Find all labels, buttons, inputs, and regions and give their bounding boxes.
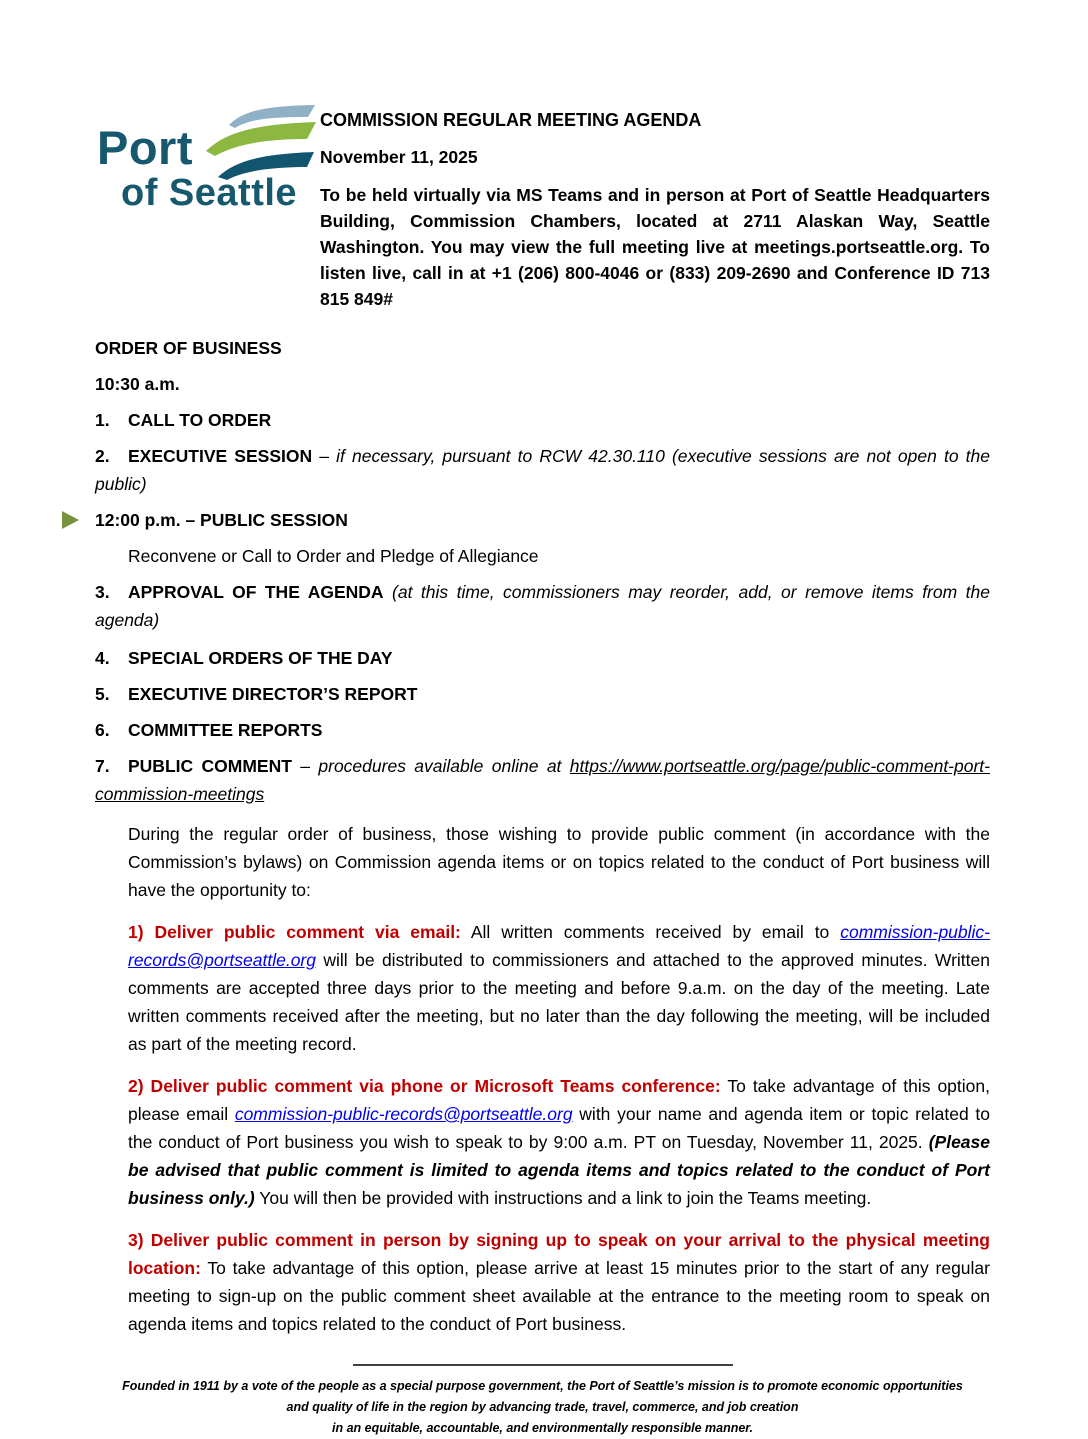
header-text-block xyxy=(320,100,990,312)
item-number: 4. xyxy=(95,648,110,668)
agenda-item-6 xyxy=(95,716,990,744)
agenda-item-4 xyxy=(95,644,990,672)
option-3-text: To take advantage of this option, please arrive at least 15 minutes prior to the start of any regular meeting to sign-up on the public comment sheet available at the entrance to the meeting room to speak on agenda items and topics related to the conduct of Port business. xyxy=(128,1258,990,1334)
option-2-text-end: You will then be provided with instructions and a link to join the Teams meeting. xyxy=(254,1188,872,1208)
agenda-item-2 xyxy=(95,442,990,498)
commission-records-email-link[interactable]: commission-public-records@portseattle.org xyxy=(234,1104,573,1124)
public-comment-option-1 xyxy=(95,918,990,1058)
item-separator: – xyxy=(291,756,319,776)
item-number: 1. xyxy=(95,410,110,430)
item-label: CALL TO ORDER xyxy=(128,410,272,430)
mission-footer xyxy=(95,1364,990,1439)
option-2-advisory: (Please be advised that public comment is limited to agenda items and topics related to the conduct of Port business only.) xyxy=(128,1132,990,1208)
item-note: if necessary, pursuant to RCW 42.30.110 (executive sessions are not open to the public) xyxy=(95,446,991,494)
public-comment-option-3 xyxy=(95,1226,990,1338)
agenda-item-1 xyxy=(95,406,990,434)
option-1-text: All written comments received by email to xyxy=(460,922,841,942)
item-number: 2. xyxy=(95,446,110,466)
start-time: 10:30 a.m. xyxy=(95,374,180,394)
item-number: 3. xyxy=(95,582,110,602)
item-note: procedures available online at xyxy=(318,756,570,776)
item-label: SPECIAL ORDERS OF THE DAY xyxy=(128,648,393,668)
option-2-text: To take advantage of this option, please email xyxy=(128,1076,990,1124)
public-comment-procedures-link[interactable]: https://www.portseattle.org/page/public-comment-port-commission-meetings xyxy=(95,756,990,804)
logo-word-port: Port xyxy=(97,121,193,174)
public-comment-intro: During the regular order of business, those wishing to provide public comment (in accordance with the Commission’s bylaws) on Commission agenda items or on topics related to the conduct of Port business will have the opportunity to: xyxy=(128,824,990,900)
item-label: COMMITTEE REPORTS xyxy=(128,720,323,740)
item-label: EXECUTIVE SESSION xyxy=(128,446,313,466)
public-session-label: 12:00 p.m. – PUBLIC SESSION xyxy=(95,510,348,530)
session-pointer-icon xyxy=(62,511,79,529)
item-number: 6. xyxy=(95,720,110,740)
commission-records-email-link[interactable]: commission-public-records@portseattle.org xyxy=(128,922,990,970)
item-label: PUBLIC COMMENT xyxy=(128,756,292,776)
reconvene-note: Reconvene or Call to Order and Pledge of Allegiance xyxy=(128,546,539,566)
public-session-row xyxy=(95,506,990,534)
mission-statement-line-2: and quality of life in the region by advancing trade, travel, commerce, and job creation xyxy=(286,1400,799,1414)
document-title: COMMISSION REGULAR MEETING AGENDA xyxy=(320,110,702,130)
item-number: 5. xyxy=(95,684,110,704)
public-comment-option-2 xyxy=(95,1072,990,1212)
agenda-item-3 xyxy=(95,578,990,634)
option-2-heading: 2) Deliver public comment via phone or Microsoft Teams conference: xyxy=(128,1076,721,1096)
mission-statement-line-3: in an equitable, accountable, and environmentally responsible manner. xyxy=(332,1421,753,1435)
option-2-text-continued: with your name and agenda item or topic related to the conduct of Port business you wish to speak to by 9:00 a.m. PT on Tuesday, November 11, 2025. xyxy=(128,1104,990,1152)
meeting-location-intro: To be held virtually via MS Teams and in person at Port of Seattle Headquarters Building, Commission Chambers, located at 2711 Alaskan Way, Seattle Washington. You may view the full meeting live at meetings.portseattle.org. To listen live, call in at +1 (206) 800-4046 or (833) 209-2690 and Conference ID 713 815 849# xyxy=(320,185,990,309)
option-1-text-continued: will be distributed to commissioners and attached to the approved minutes. Written comments are accepted three days prior to the meeting and before 9.a.m. on the day of the meeting. Late written comments received after the meeting, but no later than the day following the meeting, will be included as part of the meeting record. xyxy=(128,950,990,1054)
mission-statement-line-1: Founded in 1911 by a vote of the people as a special purpose government, the Port of Seattle’s mission is to promote economic opportunities xyxy=(122,1379,963,1393)
item-label: EXECUTIVE DIRECTOR’S REPORT xyxy=(128,684,418,704)
option-1-heading: 1) Deliver public comment via email: xyxy=(128,922,461,942)
port-of-seattle-logo xyxy=(95,100,320,222)
agenda-item-5 xyxy=(95,680,990,708)
footer-divider xyxy=(353,1364,733,1366)
item-number: 7. xyxy=(95,756,110,776)
document-header xyxy=(95,100,990,312)
agenda-item-7 xyxy=(95,752,990,808)
logo-swoosh-icon xyxy=(193,102,317,182)
meeting-date: November 11, 2025 xyxy=(320,147,478,167)
item-note: (at this time, commissioners may reorder, add, or remove items from the agenda) xyxy=(95,582,991,630)
order-of-business-heading: ORDER OF BUSINESS xyxy=(95,338,282,358)
item-separator: – xyxy=(312,446,337,466)
item-label: APPROVAL OF THE AGENDA xyxy=(128,582,384,602)
option-3-heading: 3) Deliver public comment in person by signing up to speak on your arrival to the physical meeting location: xyxy=(128,1230,990,1278)
logo-word-of-seattle: of Seattle xyxy=(121,172,298,214)
